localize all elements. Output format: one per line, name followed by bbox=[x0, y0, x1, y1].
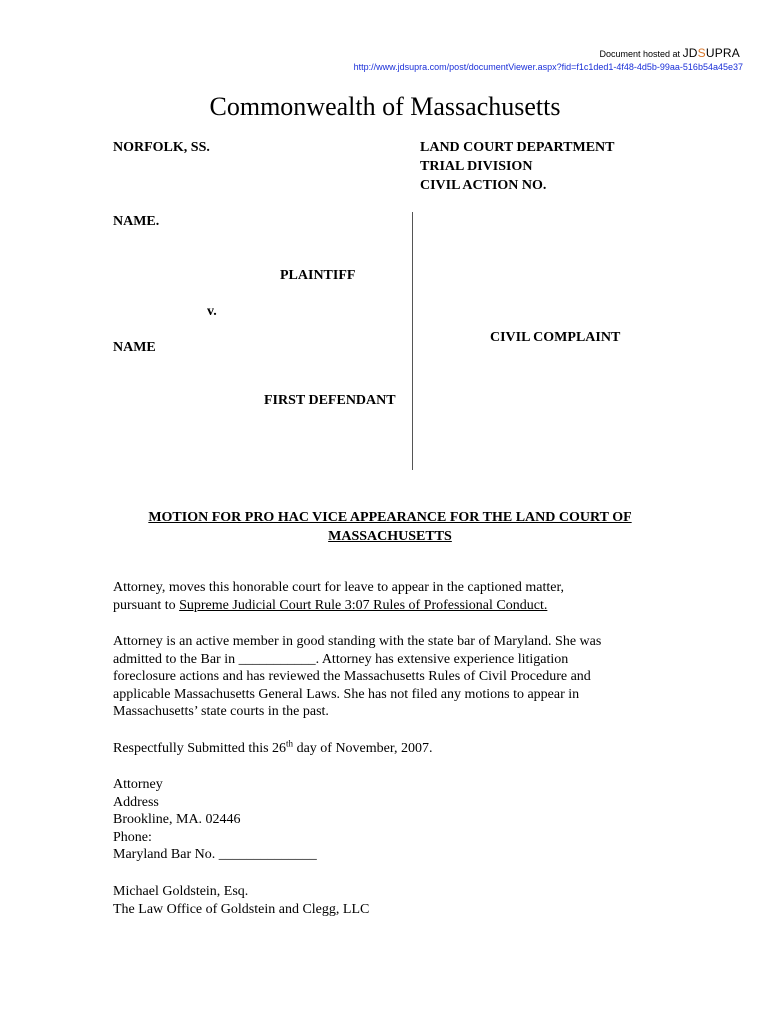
logo-jd: JD bbox=[682, 46, 698, 60]
counsel-name: Michael Goldstein, Esq. bbox=[113, 884, 249, 899]
defendant-name: NAME bbox=[113, 340, 156, 355]
paragraph-line: foreclosure actions and has reviewed the Massachusetts Rules of Civil Procedure and bbox=[113, 669, 591, 684]
jdsupra-hosted-banner bbox=[600, 46, 741, 60]
defendant-label: FIRST DEFENDANT bbox=[264, 393, 396, 408]
counsel-firm: The Law Office of Goldstein and Clegg, LLC bbox=[113, 901, 370, 917]
admission-date-blank: ___________ bbox=[238, 651, 316, 667]
motion-title-line1: MOTION FOR PRO HAC VICE APPEARANCE FOR THE LAND COURT OF bbox=[148, 510, 632, 525]
paragraph-text: . Attorney has extensive experience litigation bbox=[315, 651, 569, 667]
plaintiff-label: PLAINTIFF bbox=[280, 268, 356, 283]
paragraph-attorney bbox=[113, 633, 673, 721]
plaintiff-name: NAME. bbox=[113, 214, 160, 229]
counsel-block bbox=[113, 883, 673, 918]
submitted-line bbox=[113, 740, 673, 758]
paragraph-motion bbox=[113, 579, 673, 614]
ordinal-suffix: th bbox=[286, 738, 294, 749]
paragraph-line bbox=[113, 651, 673, 669]
signature-line: Maryland Bar No. ______________ bbox=[113, 847, 317, 862]
caption-divider bbox=[412, 212, 413, 470]
hosted-text: Document hosted at bbox=[599, 49, 683, 59]
versus-label: v. bbox=[207, 304, 217, 319]
signature-line: Address bbox=[113, 794, 159, 810]
rule-reference-link[interactable]: Supreme Judicial Court Rule 3:07 Rules of Professional Conduct. bbox=[179, 597, 548, 613]
paragraph-text: admitted to the Bar in bbox=[113, 651, 239, 667]
logo-upra: UPRA bbox=[705, 46, 740, 60]
paragraph-line: Massachusetts’ state courts in the past. bbox=[113, 704, 329, 719]
civil-action-label: CIVIL ACTION NO. bbox=[420, 178, 547, 193]
division-label: TRIAL DIVISION bbox=[420, 159, 533, 174]
paragraph-text: pursuant to bbox=[113, 597, 180, 613]
paragraph-line: Attorney, moves this honorable court for leave to appear in the captioned matter, bbox=[113, 580, 565, 595]
department-label: LAND COURT DEPARTMENT bbox=[420, 140, 615, 155]
logo-s: S bbox=[697, 46, 706, 60]
complaint-label: CIVIL COMPLAINT bbox=[490, 330, 621, 345]
signature-line: Brookline, MA. 02446 bbox=[113, 812, 241, 827]
motion-title bbox=[110, 508, 670, 546]
submitted-text: day of November, 2007. bbox=[293, 741, 433, 756]
paragraph-line bbox=[113, 597, 673, 615]
page-title: Commonwealth of Massachusetts bbox=[209, 92, 561, 121]
signature-line: Phone: bbox=[113, 829, 152, 845]
document-url-link[interactable]: http://www.jdsupra.com/post/documentViewer.aspx?fid=f1c1ded1-4f48-4d5b-99aa-516b54a45e37 bbox=[353, 62, 743, 72]
paragraph-line: Attorney is an active member in good standing with the state bar of Maryland. She was bbox=[113, 634, 602, 649]
signature-block bbox=[113, 776, 673, 864]
county-label: NORFOLK, SS. bbox=[113, 140, 210, 155]
paragraph-line: applicable Massachusetts General Laws. She has not filed any motions to appear in bbox=[113, 686, 580, 702]
signature-line: Attorney bbox=[113, 777, 163, 792]
motion-title-line2: MASSACHUSETTS bbox=[328, 529, 452, 544]
submitted-text: Respectfully Submitted this 26 bbox=[113, 741, 287, 756]
jdsupra-logo[interactable] bbox=[683, 46, 740, 60]
